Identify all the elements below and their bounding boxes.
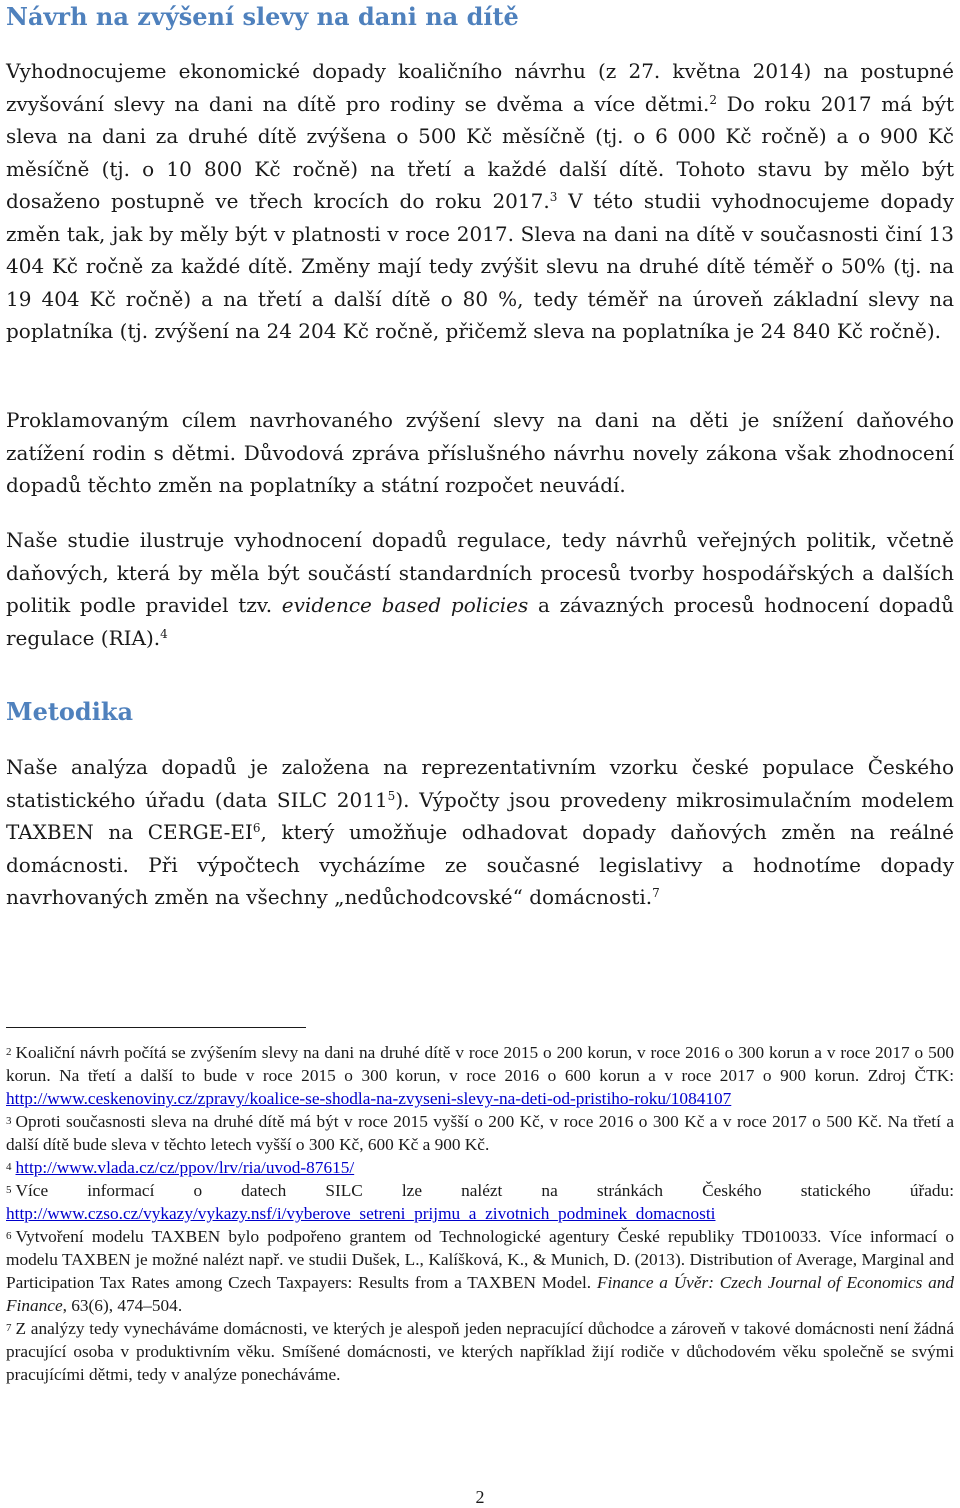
paragraph-text: Naše studie ilustruje vyhodnocení dopadů regulace, tedy návrhů veřejných politik, včetně daňových, která by měla být součástí standardních procesů tvorby hospodářských a dalších politik podle pravidel tzv. [6,528,954,617]
footnote-link[interactable]: http://www.vlada.cz/cz/ppov/lrv/ria/uvod-87615/ [15,1158,355,1177]
footnote-ref-7[interactable]: 7 [652,886,660,900]
footnote-text: Více informací o datech SILC lze nalézt na stránkách Českého statického úřadu: [15,1181,954,1200]
footnote-separator [6,1027,306,1028]
footnote-link[interactable]: http://www.ceskenoviny.cz/zpravy/koalice-se-shodla-na-zvyseni-slevy-na-deti-od-pristiho-roku/1084107 [6,1089,732,1108]
paragraph-study [6,524,954,654]
footnote-number: 5 [6,1184,12,1196]
footnote-text: Vytvoření modelu TAXBEN bylo podpořeno grantem od Technologické agentury České republiky TD010033. Více informací o modelu TAXBEN je možné nalézt např. ve studii Dušek, L., Kalíšková, K., & Munich, D. (2013). Distribution of Average, Marginal and Participation Tax Rates among Czech Taxpayers: Results from a TAXBEN Model. [6,1227,954,1292]
footnote-number: 2 [6,1046,12,1058]
footnotes [6,1041,954,1386]
paragraph-text: Vyhodnocujeme ekonomické dopady koaličního návrhu (z 27. května 2014) na postupné zvyšování slevy na dani na dítě pro rodiny se dvěma a více dětmi. [6,59,954,116]
paragraph-text: a závazných procesů hodnocení dopadů regulace (RIA). [6,593,954,650]
paragraph-text: V této studii vyhodnocujeme dopady změn tak, jak by měly být v platnosti v roce 2017. Sleva na dani na dítě v současnosti činí 13 404 Kč ročně za každé dítě. Změny mají tedy zvýšit slevu na druhé dítě téměř o 50% (tj. na 19 404 Kč ročně) a na třetí a další dítě o 80 %, tedy téměř na úroveň základní slevy na poplatníka (tj. zvýšení na 24 204 Kč ročně, přičemž sleva na poplatníka je 24 840 Kč ročně). [6,189,955,343]
paragraph-text: Do roku 2017 má být sleva na dani za druhé dítě zvýšena o 500 Kč měsíčně (tj. o 6 000 Kč ročně) a o 900 Kč měsíčně (tj. o 10 800 Kč ročně) na třetí a každé další dítě. Tohoto stavu by mělo být dosaženo postupně ve třech krocích do roku 2017. [6,91,955,213]
footnote-ref-6[interactable]: 6 [252,821,261,835]
footnote-ref-5[interactable]: 5 [387,788,396,803]
page-number: 2 [475,1487,485,1507]
footnote-number: 3 [6,1115,12,1127]
footnote-text: Z analýzy tedy vynecháváme domácnosti, ve kterých je alespoň jeden nepracující důchodce a zároveň v takové domácnosti není žádná pracující osoba v produktivním věku. Smíšené domácnosti, ve kterých například žijí rodiče v důchodovém věku společně se svými pracujícími dětmi, tedy v analýze ponecháváme. [6,1319,954,1384]
section-heading-methodology: Metodika [6,697,134,726]
paragraph-aim: Proklamovaným cílem navrhovaného zvýšení slevy na dani na děti je snížení daňového zatížení rodin s dětmi. Důvodová zpráva příslušného návrhu novely zákona však zhodnocení dopadů těchto změn na poplatníky a státní rozpočet neuvádí. [6,408,954,497]
emphasis-text: evidence based policies [281,593,529,617]
footnote-5 [6,1179,954,1225]
paragraph-text: Naše analýza dopadů je založena na reprezentativním vzorku české populace Českého statistického úřadu (data SILC 2011 [6,755,954,812]
journal-title: Finance a Úvěr: Czech Journal of Economics and Finance [6,1273,955,1315]
footnote-3 [6,1110,954,1156]
footnote-text: , 63(6), 474–504. [62,1296,183,1315]
footnote-number: 6 [6,1230,12,1242]
footnote-ref-3[interactable]: 3 [549,190,558,204]
paragraph-text: , který umožňuje odhadovat dopady daňových změn na reálné domácnosti. Při výpočtech vycházíme ze současné legislativy a hodnotíme dopady navrhovaných změn na všechny „nedůchodcovské“ domácnosti. [6,820,954,909]
footnote-link[interactable]: http://www.czso.cz/vykazy/vykazy.nsf/i/vyberove_setreni_prijmu_a_zivotnich_podminek_domacnosti [6,1204,716,1223]
footnote-ref-4[interactable]: 4 [160,626,168,641]
footnote-number: 7 [6,1322,12,1334]
footnote-4 [6,1156,954,1179]
footnote-text: Oproti současnosti sleva na druhé dítě má být v roce 2015 vyšší o 200 Kč, v roce 2016 o 300 Kč a v roce 2017 o 500 Kč. Na třetí a další dítě bude sleva v těchto letech vyšší o 300 Kč, 600 Kč a 900 Kč. [6,1112,954,1154]
footnote-ref-2[interactable]: 2 [709,92,717,107]
section-heading-main: Návrh na zvýšení slevy na dani na dítě [6,2,519,31]
footnote-2 [6,1041,954,1110]
footnote-6 [6,1225,954,1317]
footnote-7 [6,1317,954,1386]
footnote-number: 4 [6,1161,12,1173]
paragraph-intro [6,55,954,348]
footnote-text: Koaliční návrh počítá se zvýšením slevy na dani na druhé dítě v roce 2015 o 200 korun, v roce 2016 o 300 korun a v roce 2017 o 500 korun. Na třetí a další to bude v roce 2015 o 300 korun, v roce 2016 o 600 korun a v roce 2017 o 900 korun. Zdroj ČTK: [6,1043,954,1085]
paragraph-text: ). Výpočty jsou provedeny mikrosimulačním modelem TAXBEN na CERGE-EI [6,787,954,844]
paragraph-methodology [6,751,954,914]
